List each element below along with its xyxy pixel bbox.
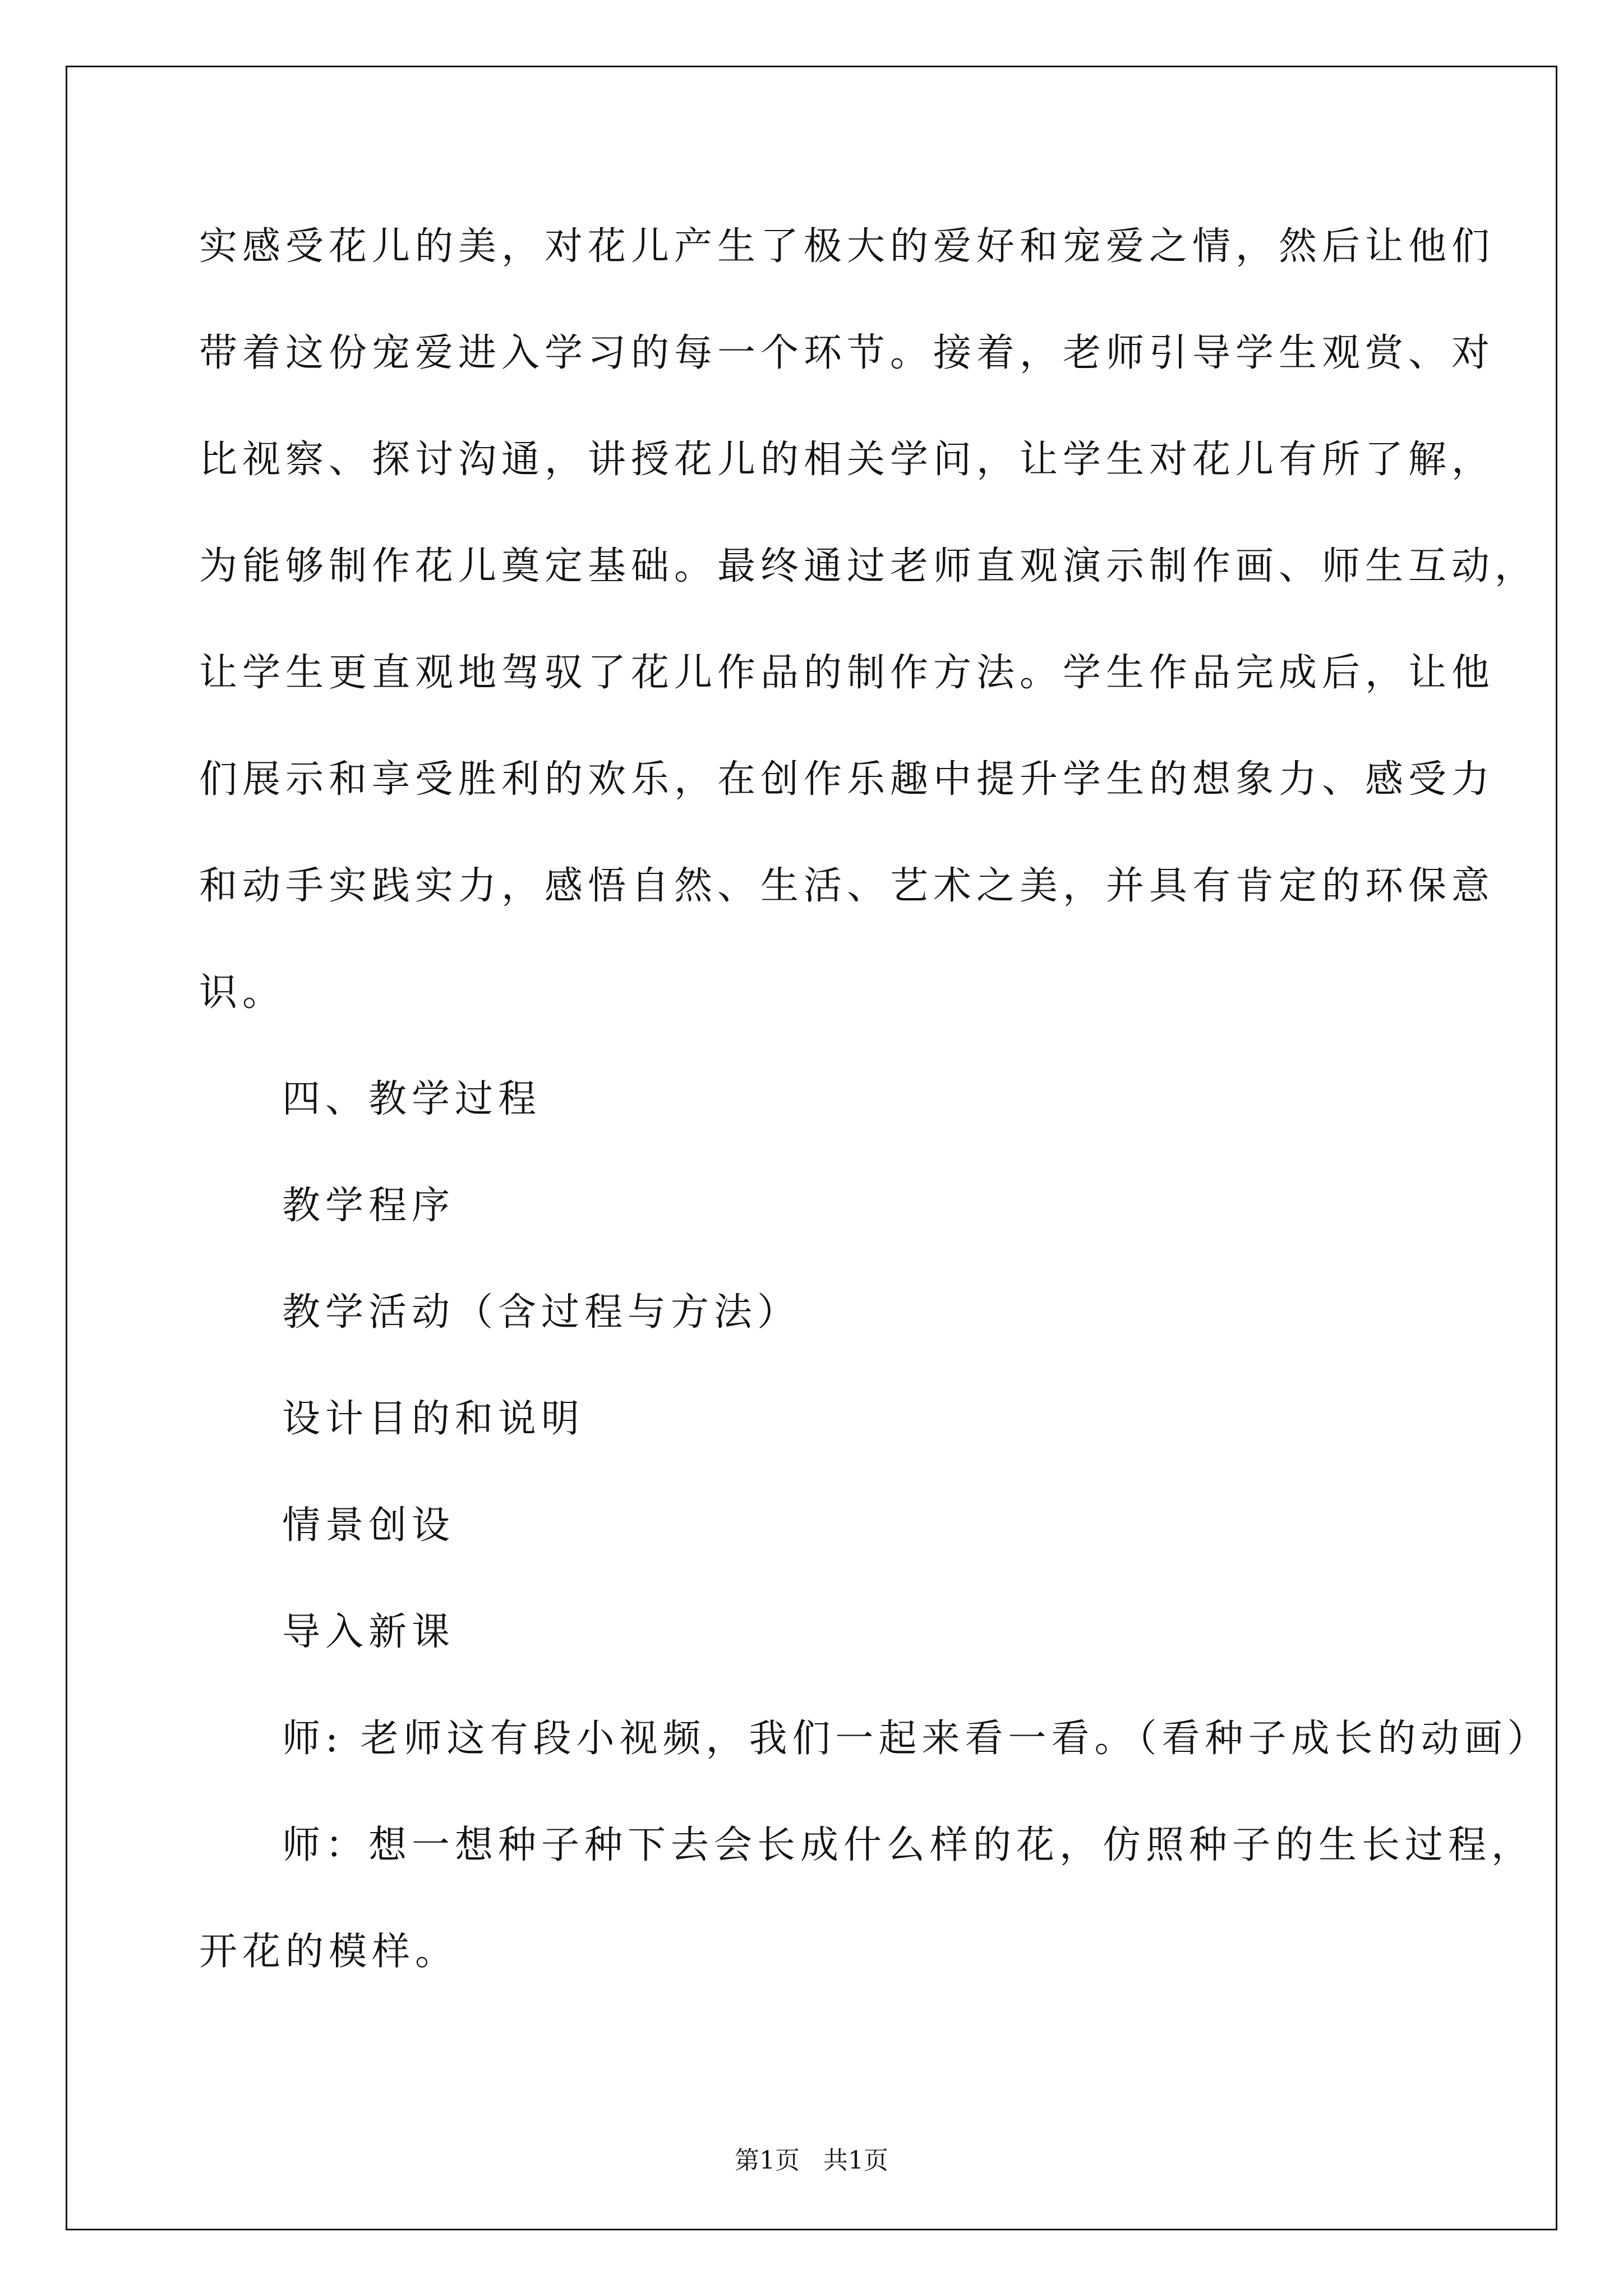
body-line: 实感受花儿的美，对花儿产生了极大的爱好和宠爱之情，然后让他们 [199,224,1495,269]
body-line: 识。 [199,970,286,1015]
body-line: 导入新课 [282,1610,455,1654]
body-line: 教学活动（含过程与方法） [282,1290,801,1335]
body-line: 师：想一想种子种下去会长成什么样的花，仿照种子的生长过程， [282,1823,1535,1867]
body-line: 开花的模样。 [199,1930,459,1974]
body-line: 教学程序 [282,1184,455,1228]
body-line: 和动手实践实力，感悟自然、生活、艺术之美，并具有肯定的环保意 [199,864,1495,908]
body-line: 为能够制作花儿奠定基础。最终通过老师直观演示制作画、师生互动， [199,544,1538,588]
body-line: 比视察、探讨沟通，讲授花儿的相关学问，让学生对花儿有所了解， [199,438,1495,482]
body-line: 让学生更直观地驾驭了花儿作品的制作方法。学生作品完成后，让他 [199,651,1495,695]
body-line: 带着这份宠爱进入学习的每一个环节。接着，老师引导学生观赏、对 [199,331,1495,375]
page-footer: 第1页 共1页 [735,2146,888,2175]
body-line: 师: 老师这有段小视频，我们一起来看一看。（看种子成长的动画） [282,1717,1551,1761]
document-body [199,219,1551,2031]
body-line: 情景创设 [282,1503,455,1548]
body-line: 设计目的和说明 [282,1397,585,1441]
section-heading: 四、教学过程 [282,1077,542,1121]
body-line: 们展示和享受胜利的欢乐，在创作乐趣中提升学生的想象力、感受力 [199,757,1495,802]
